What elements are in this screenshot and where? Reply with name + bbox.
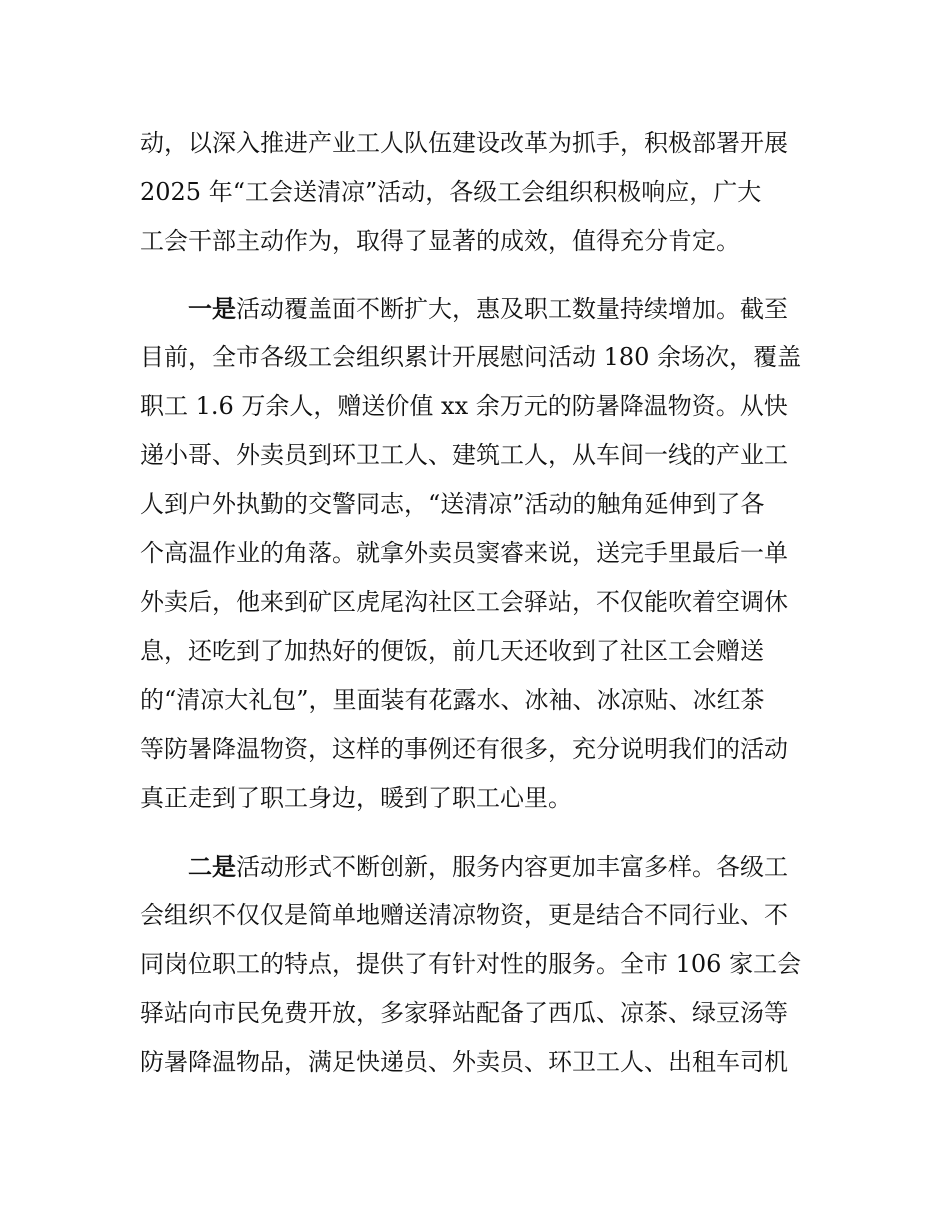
- paragraph-line: 防暑降温物品，满足快递员、外卖员、环卫工人、出租车司机: [140, 1048, 788, 1076]
- paragraph-line: 个高温作业的角落。就拿外卖员窦睿来说，送完手里最后一单: [140, 539, 788, 567]
- paragraph-lead: 二是: [188, 852, 236, 881]
- paragraph-lead: 一是: [188, 294, 236, 323]
- paragraph-line: 2025 年“工会送清凉”活动，各级工会组织积极响应，广大: [140, 178, 762, 206]
- paragraph-line: 人到户外执勤的交警同志，“送清凉”活动的触角延伸到了各: [140, 490, 765, 518]
- paragraph-line: 目前，全市各级工会组织累计开展慰问活动 180 余场次，覆盖: [140, 343, 802, 371]
- paragraph-first-line-text: 活动形式不断创新，服务内容更加丰富多样。各级工: [236, 853, 788, 881]
- paragraph-line: 工会干部主动作为，取得了显著的成效，值得充分肯定。: [140, 227, 740, 255]
- paragraph-line: 真正走到了职工身边，暖到了职工心里。: [140, 784, 572, 812]
- paragraph-line: 递小哥、外卖员到环卫工人、建筑工人，从车间一线的产业工: [140, 441, 788, 469]
- paragraph-first-line: [140, 284, 812, 333]
- paragraph-line: 的“清凉大礼包”，里面装有花露水、冰袖、冰凉贴、冰红茶: [140, 686, 765, 714]
- paragraph-line: 息，还吃到了加热好的便饭，前几天还收到了社区工会赠送: [140, 637, 764, 665]
- paragraph-first-line: [140, 842, 812, 891]
- paragraph-line: 外卖后，他来到矿区虎尾沟社区工会驿站，不仅能吹着空调休: [140, 588, 788, 616]
- paragraph-line: 会组织不仅仅是简单地赠送清凉物资，更是结合不同行业、不: [140, 901, 788, 929]
- paragraph-2: [140, 284, 812, 823]
- paragraph-line: 等防暑降温物资，这样的事例还有很多，充分说明我们的活动: [140, 735, 788, 763]
- paragraph-3: [140, 842, 812, 1087]
- paragraph-first-line-text: 活动覆盖面不断扩大，惠及职工数量持续增加。截至: [236, 295, 788, 323]
- paragraph-1: [140, 119, 812, 266]
- paragraph-line: 职工 1.6 万余人，赠送价值 xx 余万元的防暑降温物资。从快: [140, 392, 788, 420]
- paragraph-line: 动，以深入推进产业工人队伍建设改革为抓手，积极部署开展: [140, 129, 788, 157]
- paragraph-line: 驿站向市民免费开放，多家驿站配备了西瓜、凉茶、绿豆汤等: [140, 999, 788, 1027]
- paragraph-line: 同岗位职工的特点，提供了有针对性的服务。全市 106 家工会: [140, 950, 802, 978]
